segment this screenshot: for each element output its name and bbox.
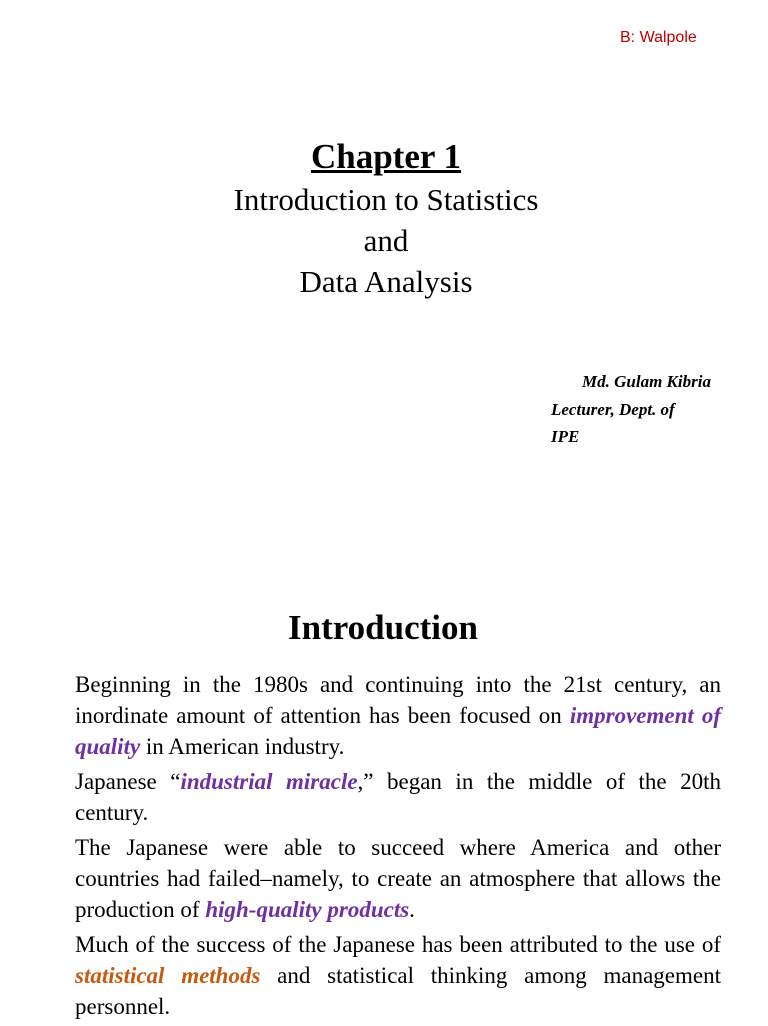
section-heading: Introduction — [288, 608, 478, 647]
bullet-text: The Japanese were able to succeed where America and other countries had failed–namely, to create an atmosphere that allows the production of high-quality products. — [75, 835, 721, 922]
list-item — [41, 669, 721, 762]
list-item — [41, 929, 721, 1022]
list-item — [41, 832, 721, 925]
author-dept: IPE — [551, 427, 580, 446]
subtitle-line-3: Data Analysis — [299, 264, 473, 299]
author-block — [551, 368, 741, 451]
author-name: Md. Gulam Kibria — [582, 372, 711, 391]
bullet-icon — [41, 669, 75, 762]
subtitle-line-2: and — [363, 223, 409, 258]
source-note: B: Walpole — [620, 29, 697, 46]
bullet-list — [41, 669, 721, 1026]
highlight-term: industrial miracle — [180, 769, 358, 794]
title-block — [0, 135, 768, 302]
highlight-term: statistical methods — [75, 963, 261, 988]
bullet-icon — [41, 766, 75, 828]
bullet-text: Beginning in the 1980s and continuing into the 21st century, an inordinate amount of attention has been focused on improvement of quality in American industry. — [75, 672, 721, 759]
bullet-text: Japanese “industrial miracle,” began in the middle of the 20th century. — [75, 769, 721, 825]
subtitle-line-1: Introduction to Statistics — [233, 182, 539, 217]
bullet-icon — [41, 832, 75, 925]
highlight-term: improvement of quality — [75, 703, 721, 759]
author-position: Lecturer, Dept. of — [551, 399, 675, 419]
list-item — [41, 766, 721, 828]
highlight-term: high-quality products — [205, 897, 410, 922]
chapter-title: Chapter 1 — [310, 137, 462, 176]
bullet-icon — [41, 929, 75, 1022]
bullet-text: Much of the success of the Japanese has been attributed to the use of statistical methods and statistical thinking among management personnel. — [75, 932, 721, 1019]
